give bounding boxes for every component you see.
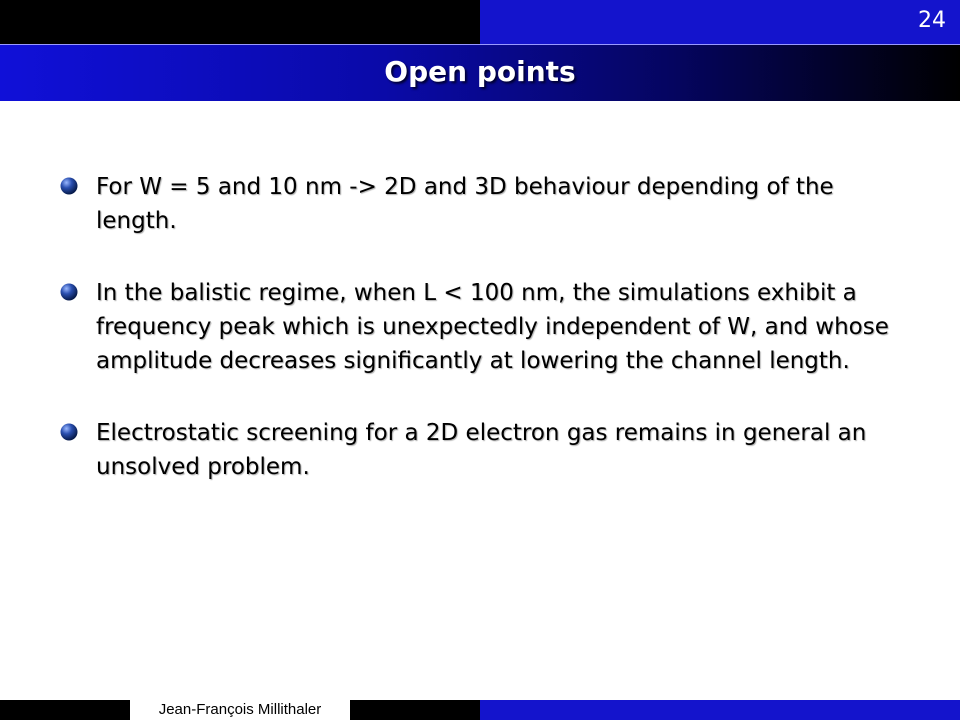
slide-number: 24 — [918, 8, 946, 33]
title-band — [0, 44, 960, 101]
sphere-bullet-icon — [60, 423, 78, 441]
footer-bar-right — [480, 700, 960, 720]
bullet-text: For W = 5 and 10 nm -> 2D and 3D behaviour depending of the length. — [96, 174, 834, 234]
header-bar-left — [0, 0, 480, 44]
sphere-bullet-icon — [60, 177, 78, 195]
page-title: Open points — [384, 55, 576, 88]
sphere-bullet-icon — [60, 283, 78, 301]
bullet-text: In the balistic regime, when L < 100 nm, the simulations exhibit a frequency peak which is unexpectedly independent of W, and whose amplitude decreases significantly at lowering the channel length. — [96, 280, 889, 374]
bullet-list — [60, 170, 920, 522]
header-bar-right — [480, 0, 960, 44]
bullet-text: Electrostatic screening for a 2D electron gas remains in general an unsolved problem. — [96, 420, 867, 480]
footer-bar-left — [0, 700, 480, 720]
list-item — [60, 276, 920, 378]
list-item — [60, 170, 920, 238]
list-item — [60, 416, 920, 484]
footer-author: Jean-François Millithaler — [0, 700, 480, 720]
